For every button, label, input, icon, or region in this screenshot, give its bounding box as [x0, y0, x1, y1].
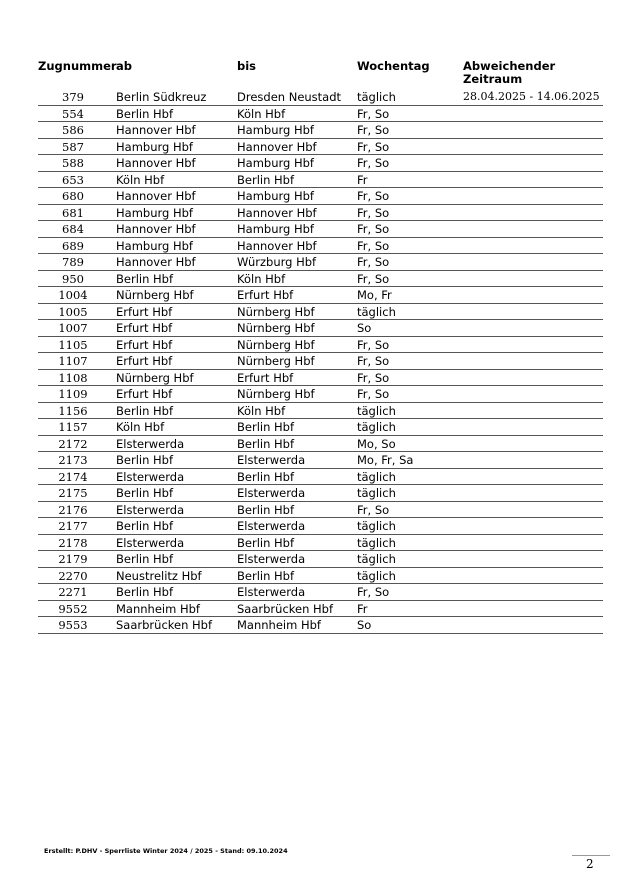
cell-wochentag: Fr, So: [357, 205, 390, 220]
cell-wochentag: Fr, So: [357, 387, 390, 401]
table-row: [38, 337, 603, 354]
cell-bis: Berlin Hbf: [237, 420, 295, 434]
cell-bis: Elsterwerda: [237, 453, 306, 467]
table-row: [38, 353, 603, 370]
header-abweichender-zeitraum: Abweichender Zeitraum: [463, 59, 556, 86]
cell-wochentag: täglich: [357, 90, 396, 104]
cell-ab: Berlin Südkreuz: [116, 90, 207, 104]
cell-zugnummer: 2172: [58, 436, 88, 451]
cell-bis: Hamburg Hbf: [237, 189, 314, 203]
cell-wochentag: Fr, So: [357, 337, 390, 352]
cell-bis: Hamburg Hbf: [237, 156, 314, 170]
table-row: [38, 172, 603, 189]
cell-wochentag: täglich: [357, 403, 396, 418]
table-row: [38, 370, 603, 387]
table-row: [38, 139, 603, 156]
cell-zugnummer: 2173: [58, 453, 88, 467]
cell-ab: Berlin Hbf: [116, 403, 174, 418]
table-row: [38, 551, 603, 568]
cell-bis: Nürnberg Hbf: [237, 321, 315, 335]
cell-zugnummer: 554: [62, 106, 84, 121]
cell-ab: Hannover Hbf: [116, 123, 196, 137]
cell-bis: Berlin Hbf: [237, 568, 295, 583]
table-row: [38, 436, 603, 453]
header-bis: bis: [237, 59, 257, 73]
cell-wochentag: Fr, So: [357, 156, 390, 170]
cell-ab: Elsterwerda: [116, 469, 185, 484]
cell-bis: Köln Hbf: [237, 403, 286, 418]
cell-bis: Dresden Neustadt: [237, 90, 342, 104]
cell-bis: Nürnberg Hbf: [237, 387, 315, 401]
cell-bis: Berlin Hbf: [237, 502, 295, 517]
table-row: [38, 617, 603, 634]
cell-ab: Elsterwerda: [116, 502, 185, 517]
cell-zugnummer: 2177: [58, 519, 88, 533]
table-row: [38, 254, 603, 271]
cell-bis: Elsterwerda: [237, 519, 306, 533]
cell-wochentag: Fr: [357, 601, 368, 616]
cell-ab: Hamburg Hbf: [116, 238, 193, 253]
table-row: [38, 320, 603, 337]
cell-wochentag: Mo, So: [357, 436, 396, 451]
cell-ab: Hannover Hbf: [116, 255, 196, 269]
cell-bis: Elsterwerda: [237, 585, 306, 599]
cell-ab: Berlin Hbf: [116, 552, 174, 566]
cell-wochentag: Fr, So: [357, 238, 390, 253]
cell-ab: Hamburg Hbf: [116, 139, 193, 154]
cell-zugnummer: 588: [62, 156, 84, 170]
cell-ab: Berlin Hbf: [116, 453, 174, 467]
table-row: [38, 106, 603, 123]
cell-ab: Hannover Hbf: [116, 156, 196, 170]
cell-zugnummer: 789: [62, 255, 84, 269]
cell-wochentag: Fr, So: [357, 255, 390, 269]
cell-ab: Berlin Hbf: [116, 106, 174, 121]
cell-zugnummer: 1108: [58, 370, 88, 385]
cell-zugnummer: 950: [62, 271, 84, 286]
table-row: [38, 221, 603, 238]
cell-zugnummer: 379: [62, 90, 84, 104]
cell-zugnummer: 1157: [58, 420, 88, 434]
table-row: [38, 188, 603, 205]
table-row: [38, 452, 603, 469]
table-row: [38, 469, 603, 486]
cell-zugnummer: 1004: [58, 288, 88, 302]
cell-zugnummer: 653: [62, 172, 84, 187]
table-row: [38, 304, 603, 321]
cell-wochentag: Mo, Fr: [357, 288, 392, 302]
cell-wochentag: Fr, So: [357, 370, 390, 385]
page-number-rule: [572, 855, 610, 856]
cell-bis: Saarbrücken Hbf: [237, 601, 334, 616]
cell-wochentag: So: [357, 618, 372, 632]
cell-ab: Köln Hbf: [116, 420, 165, 434]
cell-bis: Mannheim Hbf: [237, 618, 321, 632]
cell-ab: Erfurt Hbf: [116, 387, 173, 401]
cell-zugnummer: 2271: [58, 585, 88, 599]
table-row: [38, 403, 603, 420]
table-row: [38, 205, 603, 222]
cell-ab: Neustrelitz Hbf: [116, 568, 202, 583]
cell-zugnummer: 587: [62, 139, 84, 154]
cell-wochentag: täglich: [357, 420, 396, 434]
cell-ab: Erfurt Hbf: [116, 354, 173, 368]
cell-zugnummer: 2179: [58, 552, 88, 566]
cell-bis: Nürnberg Hbf: [237, 337, 315, 352]
table-row: [38, 238, 603, 255]
cell-bis: Hamburg Hbf: [237, 222, 314, 236]
cell-zugnummer: 684: [62, 222, 84, 236]
header-zugnummer: Zugnummer: [38, 59, 117, 73]
cell-bis: Berlin Hbf: [237, 172, 295, 187]
cell-zugnummer: 680: [62, 189, 84, 203]
cell-zugnummer: 9553: [58, 618, 88, 632]
cell-ab: Nürnberg Hbf: [116, 370, 194, 385]
cell-ab: Mannheim Hbf: [116, 601, 200, 616]
cell-zugnummer: 2176: [58, 502, 88, 517]
footer-text: Erstellt: P.DHV - Sperrliste Winter 2024 / 2025 - Stand: 09.10.2024: [44, 847, 288, 855]
table-row: [38, 568, 603, 585]
cell-zugnummer: 586: [62, 123, 84, 137]
cell-wochentag: Fr: [357, 172, 368, 187]
table-row: [38, 584, 603, 601]
table-row: [38, 601, 603, 618]
cell-ab: Berlin Hbf: [116, 271, 174, 286]
cell-bis: Würzburg Hbf: [237, 255, 317, 269]
cell-wochentag: täglich: [357, 519, 396, 533]
table-row: [38, 155, 603, 172]
table-row: [38, 386, 603, 403]
cell-ab: Hannover Hbf: [116, 222, 196, 236]
cell-zugnummer: 2174: [58, 469, 88, 484]
header-ab: ab: [116, 59, 132, 73]
table-row: [38, 485, 603, 502]
cell-wochentag: täglich: [357, 552, 396, 566]
page-number: 2: [586, 857, 594, 871]
cell-ab: Erfurt Hbf: [116, 321, 173, 335]
cell-bis: Hamburg Hbf: [237, 123, 314, 137]
cell-bis: Köln Hbf: [237, 106, 286, 121]
cell-wochentag: Fr, So: [357, 189, 390, 203]
cell-wochentag: täglich: [357, 535, 396, 550]
cell-bis: Köln Hbf: [237, 271, 286, 286]
cell-ab: Berlin Hbf: [116, 519, 174, 533]
cell-wochentag: Fr, So: [357, 123, 390, 137]
cell-zugnummer: 1156: [58, 403, 88, 418]
cell-bis: Elsterwerda: [237, 486, 306, 500]
table-row: [38, 287, 603, 304]
cell-zugnummer: 1105: [58, 337, 88, 352]
cell-ab: Köln Hbf: [116, 172, 165, 187]
cell-wochentag: täglich: [357, 568, 396, 583]
train-table: [38, 89, 603, 634]
table-row: [38, 271, 603, 288]
cell-wochentag: Fr, So: [357, 271, 390, 286]
cell-ab: Hannover Hbf: [116, 189, 196, 203]
table-row: [38, 502, 603, 519]
cell-zugnummer: 2270: [58, 568, 88, 583]
cell-zugnummer: 9552: [58, 601, 88, 616]
cell-zeitraum: 28.04.2025 - 14.06.2025: [463, 90, 600, 103]
cell-ab: Nürnberg Hbf: [116, 288, 194, 302]
cell-wochentag: täglich: [357, 469, 396, 484]
cell-wochentag: Fr, So: [357, 502, 390, 517]
cell-zugnummer: 1109: [58, 387, 88, 401]
cell-bis: Berlin Hbf: [237, 436, 295, 451]
cell-zugnummer: 1005: [58, 304, 88, 319]
header-wochentag: Wochentag: [357, 59, 430, 73]
cell-ab: Elsterwerda: [116, 436, 185, 451]
cell-ab: Saarbrücken Hbf: [116, 618, 213, 632]
cell-bis: Nürnberg Hbf: [237, 354, 315, 368]
cell-zugnummer: 2175: [58, 486, 88, 500]
cell-wochentag: Fr, So: [357, 139, 390, 154]
cell-wochentag: täglich: [357, 304, 396, 319]
cell-bis: Hannover Hbf: [237, 205, 317, 220]
table-row: [38, 535, 603, 552]
cell-zugnummer: 689: [62, 238, 84, 253]
cell-ab: Erfurt Hbf: [116, 337, 173, 352]
cell-ab: Berlin Hbf: [116, 486, 174, 500]
cell-wochentag: Fr, So: [357, 106, 390, 121]
cell-wochentag: So: [357, 321, 372, 335]
cell-bis: Elsterwerda: [237, 552, 306, 566]
cell-bis: Erfurt Hbf: [237, 288, 294, 302]
cell-wochentag: Mo, Fr, Sa: [357, 453, 414, 467]
cell-bis: Erfurt Hbf: [237, 370, 294, 385]
cell-wochentag: täglich: [357, 486, 396, 500]
cell-wochentag: Fr, So: [357, 585, 390, 599]
cell-bis: Berlin Hbf: [237, 535, 295, 550]
cell-zugnummer: 681: [62, 205, 84, 220]
cell-zugnummer: 1107: [58, 354, 88, 368]
cell-ab: Elsterwerda: [116, 535, 185, 550]
cell-zugnummer: 1007: [58, 321, 88, 335]
cell-wochentag: Fr, So: [357, 354, 390, 368]
table-row: [38, 89, 603, 106]
table-row: [38, 122, 603, 139]
cell-bis: Hannover Hbf: [237, 139, 317, 154]
cell-bis: Nürnberg Hbf: [237, 304, 315, 319]
cell-zugnummer: 2178: [58, 535, 88, 550]
cell-wochentag: Fr, So: [357, 222, 390, 236]
cell-ab: Hamburg Hbf: [116, 205, 193, 220]
cell-bis: Berlin Hbf: [237, 469, 295, 484]
cell-bis: Hannover Hbf: [237, 238, 317, 253]
table-row: [38, 518, 603, 535]
table-row: [38, 419, 603, 436]
cell-ab: Erfurt Hbf: [116, 304, 173, 319]
cell-ab: Berlin Hbf: [116, 585, 174, 599]
